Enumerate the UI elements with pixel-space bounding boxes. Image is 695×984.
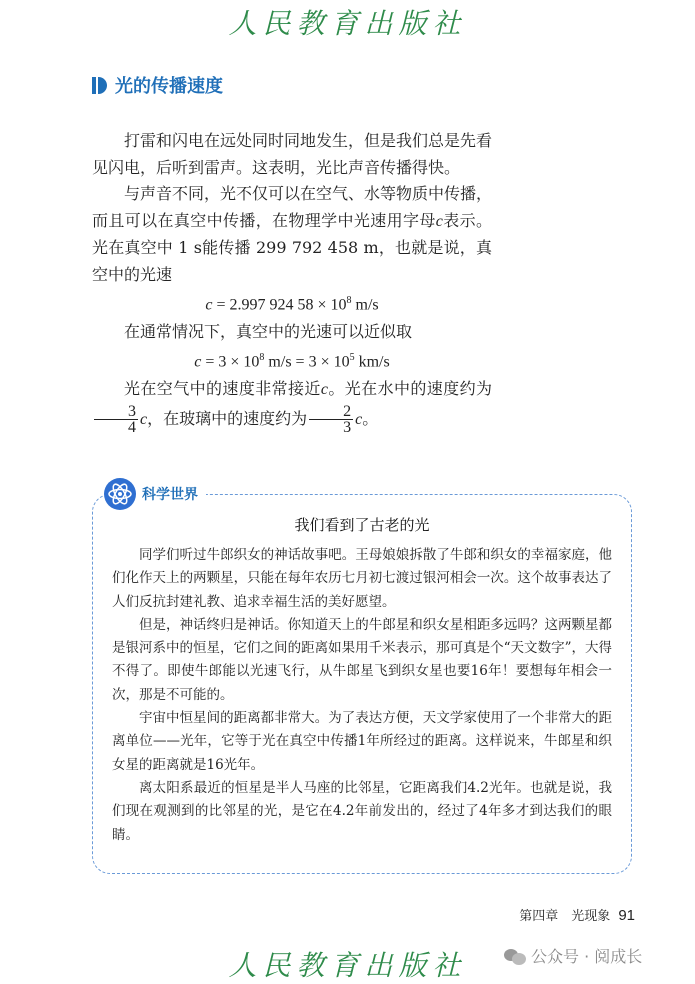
page-footer (500, 905, 635, 924)
box-paragraph-4: 离太阳系最近的恒星是半人马座的比邻星，它距离我们4.2光年。也就是说，我们现在观测到的比邻星的光，是它在4.2年前发出的，经过了4年多才到达我们的眼睛。 (112, 779, 612, 843)
box-heading: 我们看到了古老的光 (294, 516, 430, 534)
paragraph-3: 在通常情况下，真空中的光速可以近似取 (124, 321, 413, 341)
box-text (112, 544, 612, 847)
chapter-label: 第四章 光现象 (519, 909, 611, 924)
section-marker-icon (92, 77, 107, 94)
formula-light-speed: c = 2.997 924 $58 \times 10^8$ m/s (205, 295, 379, 314)
section-title: 光的传播速度 (115, 76, 223, 97)
wechat-icon (504, 947, 526, 965)
box-paragraph-3: 宇宙中恒星间的距离都非常大。为了表达方便，天文学家使用了一个非常大的距离单位——光年，它等于光在真空中传播1年所经过的距离。这样说来，牛郎星和织女星的距离就是16光年。 (112, 710, 612, 773)
box-paragraph-2: 但是，神话终归是神话。你知道天上的牛郎星和织女星相距多远吗？这两颗星都是银河系中的恒星，它们之间的距离如果用千米表示，那可真是个“天文数字”，大得不得了。即使牛郎能以光速飞行，从牛郎星飞到织女星也要16年！要想每年相会一次，那是不可能的。 (112, 616, 612, 703)
section-heading (92, 72, 223, 98)
formula-approx-speed: $c = 3 \times 10^8$ $m/s = 3 \times 10^5$ km/s (194, 352, 390, 371)
paragraph-2: 与声音不同，光不仅可以在空气、水等物质中传播，而且可以在真空中传播，在物理学中光速用字母c表示。光在真空中 1 s能传播 299 792 458 m，也就是说，真空中的光速 (92, 184, 493, 284)
publisher-logo-bottom: 人民教育出版社 (228, 949, 467, 982)
fraction-glass: $\frac{2}{3}$ (309, 404, 353, 435)
watermark (504, 944, 642, 967)
paragraph-4: 光在空气中的速度非常接近c。光在水中的速度约为 $\frac{3}{4}$ c，在玻璃中的速度约为 $\frac{2}{3}$ c。 (92, 376, 492, 435)
science-world-label: 科学世界 (142, 487, 198, 503)
box-paragraph-1: 同学们听过牛郎织女的神话故事吧。王母娘娘拆散了牛郎和织女的幸福家庭，他们化作天上的两颗星，只能在每年农历七月初七渡过银河相会一次。这个故事表达了人们反抗封建礼教、追求幸福生活的美好愿望。 (112, 547, 612, 610)
publisher-logo-top: 人民教育出版社 (228, 7, 467, 40)
page-number: 91 (618, 907, 635, 924)
atom-icon (104, 478, 136, 510)
science-world-header (104, 478, 206, 510)
main-text (92, 128, 492, 435)
watermark-text: 公众号 · 阅成长 (531, 947, 643, 966)
paragraph-1: 打雷和闪电在远处同时同地发生，但是我们总是先看见闪电，后听到雷声。这表明，光比声音传播得快。 (92, 131, 493, 177)
fraction-water: $\frac{3}{4}$ (94, 404, 138, 435)
